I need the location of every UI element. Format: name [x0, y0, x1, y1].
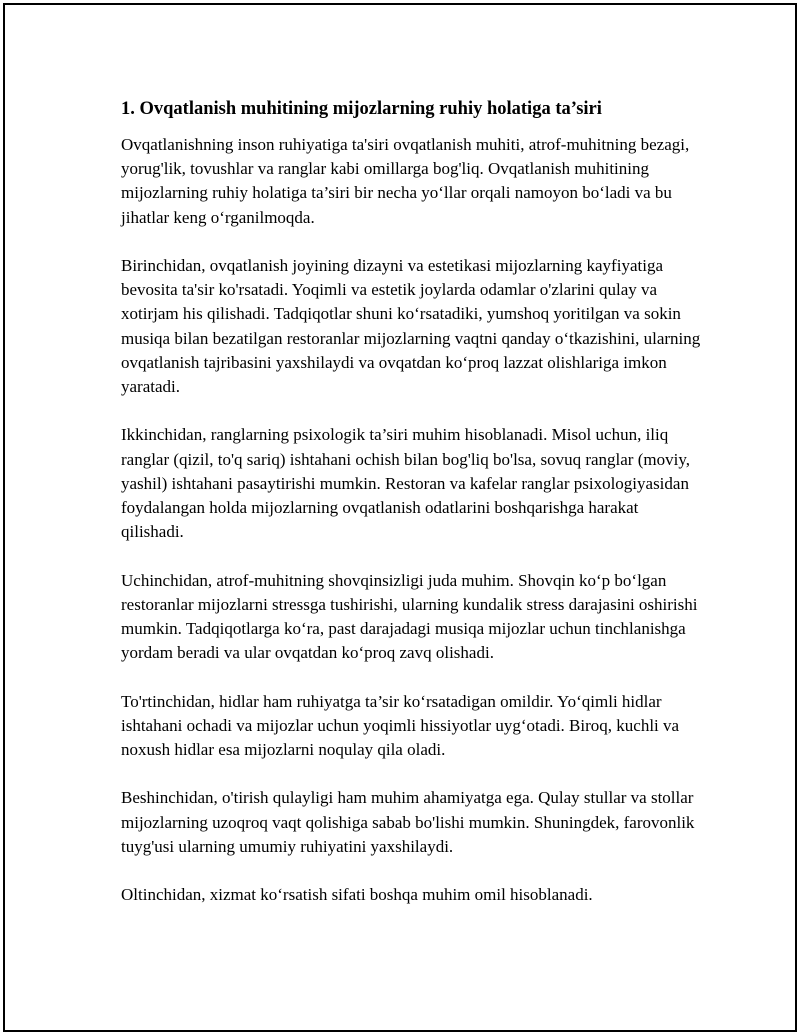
document-title: 1. Ovqatlanish muhitining mijozlarning ruhiy holatiga ta’siri: [121, 99, 602, 119]
paragraph-fourth: To'rtinchidan, hidlar ham ruhiyatga ta’sir ko‘rsatadigan omildir. Yo‘qimli hidlar ishtahani ochadi va mijozlar uchun yoqimli hissiyotlar uyg‘otadi. Biroq, kuchli va noxush hidlar esa mijozlarni noqulay qila oladi.: [121, 691, 680, 760]
page-frame: [3, 3, 797, 1032]
paragraph-first: Birinchidan, ovqatlanish joyining dizayni va estetikasi mijozlarning kayfiyatiga bevosita ta'sir ko'rsatadi. Yoqimli va estetik joylarda odamlar o'zlarini qulay va xotirjam his qilishadi. Tadqiqotlar shuni ko‘rsatadiki, yumshoq yoritilgan va sokin musiqa bilan bezatilgan restoranlar mijozlarning vaqtni qanday o‘tkazishini, ularning ovqatlanish tajribasini yaxshilaydi va ovqatdan ko‘proq lazzat olishlariga imkon yaratadi.: [121, 256, 701, 397]
paragraph-third: Uchinchidan, atrof-muhitning shovqinsizligi juda muhim. Shovqin ko‘p bo‘lgan restoranlar mijozlarni stressga tushirishi, ularning kundalik stress darajasini oshirishi mumkin. Tadqiqotlarga ko‘ra, past darajadagi musiqa mijozlar uchun tinchlanishga yordam beradi va ular ovqatdan ko‘proq zavq olishadi.: [121, 570, 698, 663]
paragraph-sixth: Oltinchidan, xizmat ko‘rsatish sifati boshqa muhim omil hisoblanadi.: [121, 885, 593, 905]
document-body: [121, 97, 701, 932]
paragraph-intro: Ovqatlanishning inson ruhiyatiga ta'siri ovqatlanish muhiti, atrof-muhitning bezagi, yorug'lik, tovushlar va ranglar kabi omillarga bog'liq. Ovqatlanish muhitining mijozlarning ruhiy holatiga ta’siri bir necha yo‘llar orqali namoyon bo‘ladi va bu jihatlar keng o‘rganilmoqda.: [121, 135, 690, 227]
paragraph-fifth: Beshinchidan, o'tirish qulayligi ham muhim ahamiyatga ega. Qulay stullar va stollar mijozlarning uzoqroq vaqt qolishiga sabab bo'lishi mumkin. Shuningdek, farovonlik tuyg'usi ularning umumiy ruhiyatini yaxshilaydi.: [121, 788, 695, 856]
paragraph-second: Ikkinchidan, ranglarning psixologik ta’siri muhim hisoblanadi. Misol uchun, iliq ranglar (qizil, to'q sariq) ishtahani ochish bilan bog'liq bo'lsa, sovuq ranglar (moviy, yashil) ishtahani pasaytirishi mumkin. Restoran va kafelar ranglar psixologiyasidan foydalangan holda mijozlarning ovqatlanish odatlarini boshqarishga harakat qilishadi.: [121, 425, 690, 542]
